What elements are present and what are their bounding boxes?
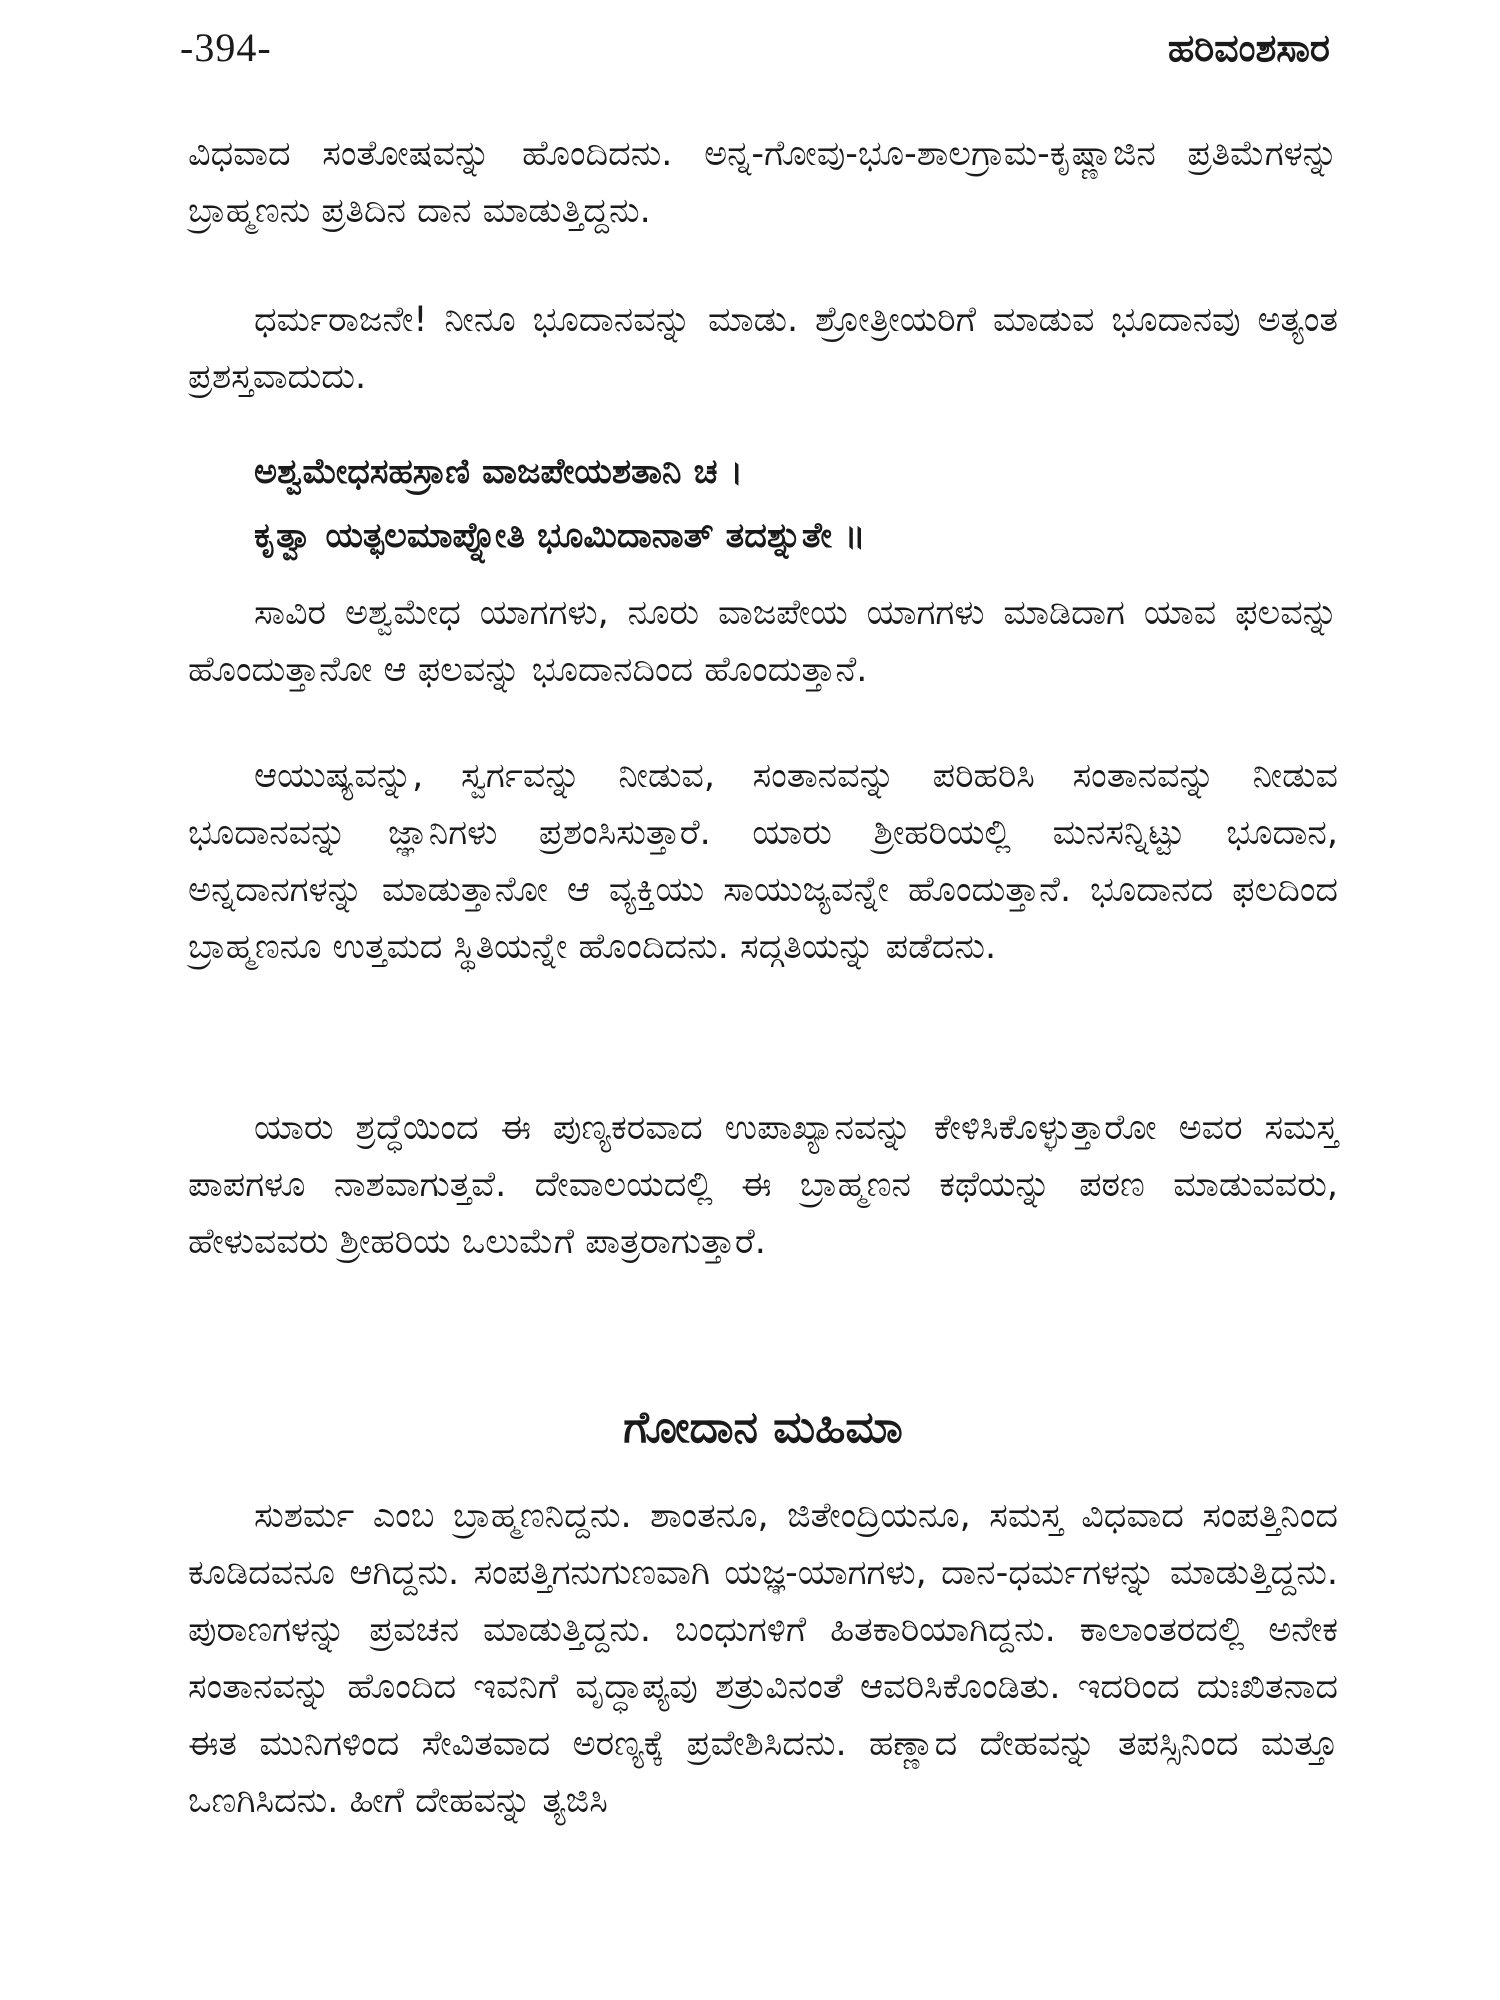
verse-line-1: ಅಶ್ವಮೇಧಸಹಸ್ರಾಣಿ ವಾಜಪೇಯಶತಾನಿ ಚ । — [254, 452, 744, 492]
sanskrit-verse — [254, 440, 1334, 568]
paragraph-susharma-story: ಸುಶರ್ಮ ಎಂಬ ಬ್ರಾಹ್ಮಣನಿದ್ದನು. ಶಾಂತನೂ, ಜಿತೇಂದ್ರಿಯನೂ, ಸಮಸ್ತ ವಿಧವಾದ ಸಂಪತ್ತಿನಿಂದ ಕೂಡಿದವನೂ ಆಗಿದ್ದನು. ಸಂಪತ್ತಿಗನುಗುಣವಾಗಿ ಯಜ್ಞ-ಯಾಗಗಳು, ದಾನ-ಧರ್ಮಗಳನ್ನು ಮಾಡುತ್ತಿದ್ದನು. ಪುರಾಣಗಳನ್ನು ಪ್ರವಚನ ಮಾಡುತ್ತಿದ್ದನು. ಬಂಧುಗಳಿಗೆ ಹಿತಕಾರಿಯಾಗಿದ್ದನು. ಕಾಲಾಂತರದಲ್ಲಿ ಅನೇಕ ಸಂತಾನವನ್ನು ಹೊಂದಿದ ಇವನಿಗೆ ವೃದ್ಧಾಪ್ಯವು ಶತ್ರುವಿನಂತೆ ಆವರಿಸಿಕೊಂಡಿತು. ಇದರಿಂದ ದುಃಖಿತನಾದ ಈತ ಮುನಿಗಳಿಂದ ಸೇವಿತವಾದ ಅರಣ್ಯಕ್ಕೆ ಪ್ರವೇಶಿಸಿದನು. ಹಣ್ಣಾದ ದೇಹವನ್ನು ತಪಸ್ಸಿನಿಂದ ಮತ್ತೂ ಒಣಗಿಸಿದನು. ಹೀಗೆ ದೇಹವನ್ನು ತ್ಯಜಿಸಿ — [188, 1496, 1338, 1821]
section-heading: ಗೋದಾನ ಮಹಿಮಾ — [623, 1402, 903, 1453]
verse-line-2: ಕೃತ್ವಾ ಯತ್ಫಲಮಾಪ್ನೋತಿ ಭೂಮಿದಾನಾತ್ ತದಶ್ನುತೇ ॥ — [254, 516, 866, 556]
page-header — [180, 18, 1330, 78]
paragraph-bhoodana-merit: ಆಯುಷ್ಯವನ್ನು, ಸ್ವರ್ಗವನ್ನು ನೀಡುವ, ಸಂತಾನವನ್ನು ಪರಿಹರಿಸಿ ಸಂತಾನವನ್ನು ನೀಡುವ ಭೂದಾನವನ್ನು ಜ್ಞಾನಿಗಳು ಪ್ರಶಂಸಿಸುತ್ತಾರೆ. ಯಾರು ಶ್ರೀಹರಿಯಲ್ಲಿ ಮನಸನ್ನಿಟ್ಟು ಭೂದಾನ, ಅನ್ನದಾನಗಳನ್ನು ಮಾಡುತ್ತಾನೋ ಆ ವ್ಯಕ್ತಿಯು ಸಾಯುಜ್ಯವನ್ನೇ ಹೊಂದುತ್ತಾನೆ. ಭೂದಾನದ ಫಲದಿಂದ ಬ್ರಾಹ್ಮಣನೂ ಉತ್ತಮದ ಸ್ಥಿತಿಯನ್ನೇ ಹೊಂದಿದನು. ಸದ್ಗತಿಯನ್ನು ಪಡೆದನು. — [188, 756, 1338, 967]
paragraph-phalashruti: ಯಾರು ಶ್ರದ್ಧೆಯಿಂದ ಈ ಪುಣ್ಯಕರವಾದ ಉಪಾಖ್ಯಾನವನ್ನು ಕೇಳಿಸಿಕೊಳ್ಳುತ್ತಾರೋ ಅವರ ಸಮಸ್ತ ಪಾಪಗಳೂ ನಾಶವಾಗುತ್ತವೆ. ದೇವಾಲಯದಲ್ಲಿ ಈ ಬ್ರಾಹ್ಮಣನ ಕಥೆಯನ್ನು ಪಠಣ ಮಾಡುವವರು, ಹೇಳುವವರು ಶ್ರೀಹರಿಯ ಒಲುಮೆಗೆ ಪಾತ್ರರಾಗುತ್ತಾರೆ. — [188, 1108, 1338, 1262]
paragraph-continuation: ವಿಧವಾದ ಸಂತೋಷವನ್ನು ಹೊಂದಿದನು. ಅನ್ನ-ಗೋವು-ಭೂ-ಶಾಲಗ್ರಾಮ-ಕೃಷ್ಣಾಜಿನ ಪ್ರತಿಮೆಗಳನ್ನು ಬ್ರಾಹ್ಮಣನು ಪ್ರತಿದಿನ ದಾನ ಮಾಡುತ್ತಿದ್ದನು. — [188, 134, 1338, 231]
page-number: -394- — [180, 25, 272, 70]
paragraph-bhoodana-advice: ಧರ್ಮರಾಜನೇ! ನೀನೂ ಭೂದಾನವನ್ನು ಮಾಡು. ಶ್ರೋತ್ರೀಯರಿಗೆ ಮಾಡುವ ಭೂದಾನವು ಅತ್ಯಂತ ಪ್ರಶಸ್ತವಾದುದು. — [188, 300, 1338, 397]
running-title: ಹರಿವಂಶಸಾರ — [1167, 26, 1330, 70]
paragraph-verse-meaning: ಸಾವಿರ ಅಶ್ವಮೇಧ ಯಾಗಗಳು, ನೂರು ವಾಜಪೇಯ ಯಾಗಗಳು ಮಾಡಿದಾಗ ಯಾವ ಫಲವನ್ನು ಹೊಂದುತ್ತಾನೋ ಆ ಫಲವನ್ನು ಭೂದಾನದಿಂದ ಹೊಂದುತ್ತಾನೆ. — [188, 593, 1338, 690]
